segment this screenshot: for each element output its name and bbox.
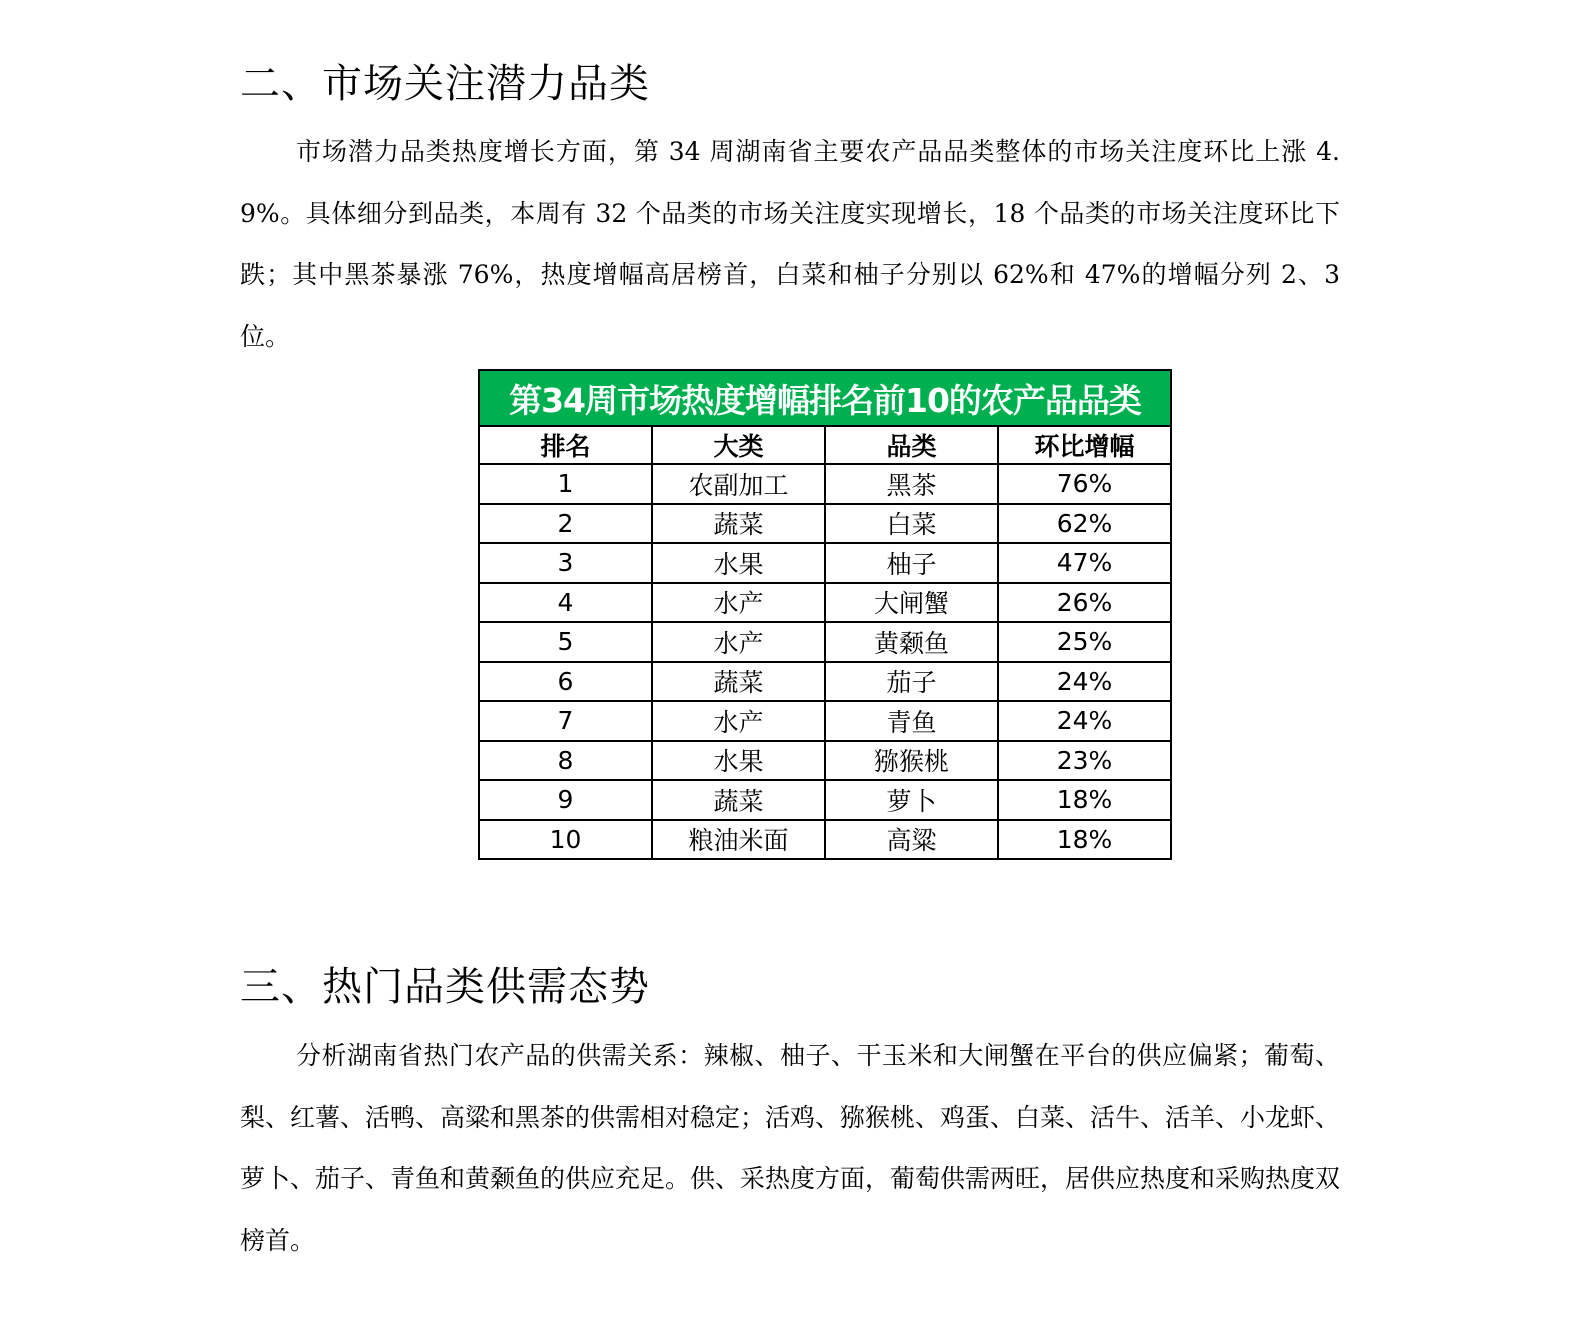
cell-growth: 25%	[998, 622, 1171, 662]
table-row	[479, 504, 1171, 544]
ranking-table	[478, 369, 1172, 860]
cell-category: 水产	[652, 622, 825, 662]
cell-category: 水果	[652, 543, 825, 583]
cell-growth: 47%	[998, 543, 1171, 583]
cell-category: 蔬菜	[652, 780, 825, 820]
cell-product: 黄颡鱼	[825, 622, 998, 662]
table-row	[479, 662, 1171, 702]
cell-product: 高粱	[825, 820, 998, 860]
table-row	[479, 622, 1171, 662]
table-row	[479, 820, 1171, 860]
cell-category: 蔬菜	[652, 662, 825, 702]
cell-category: 蔬菜	[652, 504, 825, 544]
cell-product: 萝卜	[825, 780, 998, 820]
ranking-table-container	[478, 369, 1172, 860]
cell-category: 水果	[652, 741, 825, 781]
cell-category: 农副加工	[652, 464, 825, 504]
table-body	[479, 464, 1171, 859]
cell-product: 猕猴桃	[825, 741, 998, 781]
cell-rank: 9	[479, 780, 652, 820]
cell-growth: 24%	[998, 701, 1171, 741]
cell-product: 大闸蟹	[825, 583, 998, 623]
cell-rank: 2	[479, 504, 652, 544]
cell-growth: 62%	[998, 504, 1171, 544]
cell-rank: 10	[479, 820, 652, 860]
section-2-paragraph: 市场潜力品类热度增长方面，第 34 周湖南省主要农产品品类整体的市场关注度环比上涨 4.9%。具体细分到品类，本周有 32 个品类的市场关注度实现增长，18 个品类的市场关注度环比下跌；其中黑茶暴涨 76%，热度增幅高居榜首，白菜和柚子分别以 62%和 47%的增幅分列 2、3 位。	[240, 137, 1340, 351]
cell-growth: 76%	[998, 464, 1171, 504]
cell-category: 粮油米面	[652, 820, 825, 860]
cell-rank: 7	[479, 701, 652, 741]
table-header-row	[479, 426, 1171, 464]
header-rank: 排名	[479, 426, 652, 464]
cell-product: 青鱼	[825, 701, 998, 741]
section-heading-3: 三、热门品类供需态势	[240, 964, 650, 1010]
table-row	[479, 741, 1171, 781]
cell-rank: 5	[479, 622, 652, 662]
cell-growth: 26%	[998, 583, 1171, 623]
table-row	[479, 543, 1171, 583]
cell-rank: 6	[479, 662, 652, 702]
cell-category: 水产	[652, 583, 825, 623]
cell-growth: 18%	[998, 780, 1171, 820]
cell-category: 水产	[652, 701, 825, 741]
cell-product: 黑茶	[825, 464, 998, 504]
table-row	[479, 780, 1171, 820]
table-row	[479, 583, 1171, 623]
cell-product: 茄子	[825, 662, 998, 702]
table-row	[479, 464, 1171, 504]
table-row	[479, 701, 1171, 741]
cell-product: 柚子	[825, 543, 998, 583]
cell-rank: 8	[479, 741, 652, 781]
cell-rank: 4	[479, 583, 652, 623]
cell-growth: 24%	[998, 662, 1171, 702]
header-growth: 环比增幅	[998, 426, 1171, 464]
cell-growth: 23%	[998, 741, 1171, 781]
table-title: 第34周市场热度增幅排名前10的农产品品类	[479, 370, 1171, 426]
section-3-paragraph: 分析湖南省热门农产品的供需关系：辣椒、柚子、干玉米和大闸蟹在平台的供应偏紧；葡萄、梨、红薯、活鸭、高粱和黑茶的供需相对稳定；活鸡、猕猴桃、鸡蛋、白菜、活牛、活羊、小龙虾、萝卜、茄子、青鱼和黄颡鱼的供应充足。供、采热度方面，葡萄供需两旺，居供应热度和采购热度双榜首。	[240, 1041, 1341, 1255]
cell-rank: 3	[479, 543, 652, 583]
header-product: 品类	[825, 426, 998, 464]
section-heading-2: 二、市场关注潜力品类	[240, 61, 650, 107]
cell-product: 白菜	[825, 504, 998, 544]
cell-growth: 18%	[998, 820, 1171, 860]
cell-rank: 1	[479, 464, 652, 504]
header-category: 大类	[652, 426, 825, 464]
